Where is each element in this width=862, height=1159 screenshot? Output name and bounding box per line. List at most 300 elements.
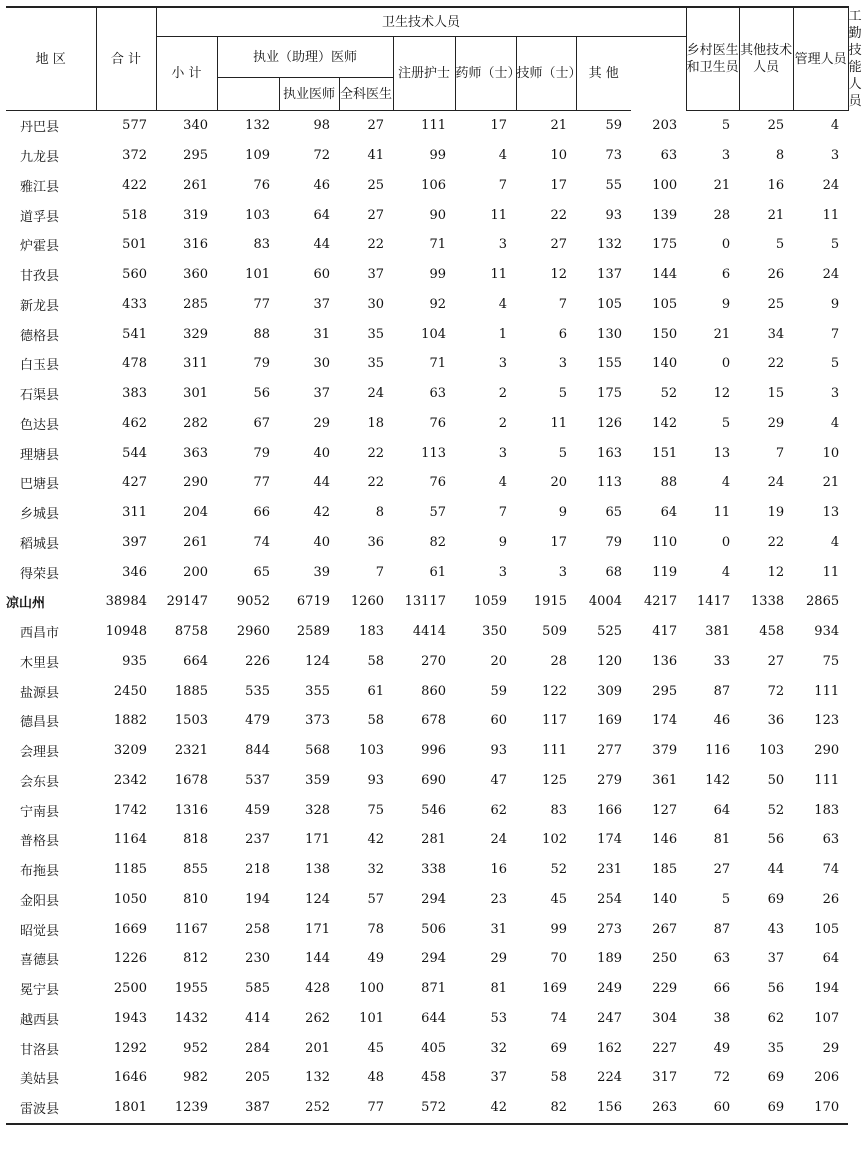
value-cell: 237 <box>245 832 270 848</box>
value-cell: 20 <box>550 475 567 491</box>
value-cell: 99 <box>429 148 446 164</box>
value-cell: 509 <box>542 624 567 640</box>
table-row <box>6 200 848 230</box>
table-row <box>6 1033 848 1063</box>
value-cell: 130 <box>597 326 622 342</box>
table-row <box>6 647 848 677</box>
header-village-doctors: 乡村医生和卫生员 <box>686 7 739 111</box>
value-cell: 24 <box>767 475 785 491</box>
value-cell: 65 <box>605 505 622 521</box>
value-cell: 263 <box>631 1093 686 1124</box>
value-cell: 64 <box>822 951 840 967</box>
value-cell: 132 <box>305 1070 330 1086</box>
value-cell: 59 <box>490 683 507 699</box>
value-cell: 87 <box>713 683 731 699</box>
value-cell: 32 <box>490 1040 507 1056</box>
value-cell: 142 <box>652 415 678 431</box>
value-cell: 11 <box>822 207 840 223</box>
value-cell: 82 <box>429 534 446 550</box>
table-row <box>6 825 848 855</box>
value-cell: 1 <box>498 326 507 342</box>
table-row <box>6 795 848 825</box>
value-cell: 1882 <box>113 713 147 729</box>
value-cell: 290 <box>814 743 840 759</box>
value-cell: 58 <box>550 1070 567 1086</box>
value-cell: 1503 <box>174 713 208 729</box>
value-cell: 6 <box>558 326 567 342</box>
table-row <box>6 319 848 349</box>
value-cell: 99 <box>550 921 567 937</box>
value-cell: 127 <box>652 802 678 818</box>
value-cell: 5 <box>830 356 840 372</box>
value-cell: 422 <box>122 177 147 193</box>
value-cell: 37 <box>490 1070 507 1086</box>
value-cell: 1432 <box>174 1010 208 1026</box>
value-cell: 13 <box>822 505 840 521</box>
value-cell: 1678 <box>174 772 208 788</box>
value-cell: 63 <box>713 951 731 967</box>
region-cell: 金阳县 <box>20 893 60 909</box>
value-cell: 22 <box>367 445 384 461</box>
value-cell: 66 <box>713 981 731 997</box>
value-cell: 250 <box>652 951 678 967</box>
value-cell: 105 <box>652 296 678 312</box>
value-cell: 226 <box>245 653 270 669</box>
value-cell: 518 <box>122 207 147 223</box>
value-cell: 46 <box>713 713 731 729</box>
value-cell: 273 <box>597 921 622 937</box>
value-cell: 8758 <box>174 624 208 640</box>
value-cell: 37 <box>767 951 785 967</box>
value-cell: 381 <box>705 624 731 640</box>
value-cell: 2960 <box>236 624 270 640</box>
table-row <box>6 944 848 974</box>
value-cell: 316 <box>183 237 208 253</box>
value-cell: 16 <box>490 862 507 878</box>
value-cell: 77 <box>253 296 270 312</box>
value-cell: 22 <box>367 237 384 253</box>
value-cell: 24 <box>822 267 840 283</box>
value-cell: 61 <box>429 564 446 580</box>
value-cell: 132 <box>245 118 270 134</box>
value-cell: 28 <box>713 207 731 223</box>
value-cell: 8 <box>775 148 785 164</box>
value-cell: 27 <box>713 862 731 878</box>
table-row <box>6 706 848 736</box>
region-cell: 石渠县 <box>20 388 60 404</box>
value-cell: 12 <box>767 564 785 580</box>
value-cell: 72 <box>313 148 330 164</box>
value-cell: 56 <box>767 981 785 997</box>
value-cell: 162 <box>597 1040 622 1056</box>
value-cell: 1185 <box>113 862 147 878</box>
table-row <box>6 617 848 647</box>
region-cell: 甘孜县 <box>20 269 60 285</box>
value-cell: 146 <box>652 832 678 848</box>
value-cell: 3 <box>498 445 507 461</box>
value-cell: 1417 <box>697 594 731 610</box>
value-cell: 40 <box>313 445 330 461</box>
value-cell: 4 <box>830 118 840 134</box>
table-row <box>6 379 848 409</box>
value-cell: 3 <box>498 356 507 372</box>
value-cell: 201 <box>305 1040 330 1056</box>
value-cell: 174 <box>652 713 678 729</box>
table-row <box>6 914 848 944</box>
table-row <box>6 468 848 498</box>
prefecture-row <box>6 587 848 617</box>
value-cell: 31 <box>313 326 330 342</box>
value-cell: 537 <box>245 772 270 788</box>
value-cell: 690 <box>421 772 446 788</box>
value-cell: 5 <box>558 445 567 461</box>
value-cell: 99 <box>429 267 446 283</box>
value-cell: 77 <box>253 475 270 491</box>
value-cell: 427 <box>122 475 147 491</box>
value-cell: 75 <box>367 802 384 818</box>
value-cell: 577 <box>122 118 147 134</box>
header-nurse: 注册护士 <box>393 37 455 111</box>
header-subtotal: 小 计 <box>156 37 217 111</box>
value-cell: 125 <box>542 772 567 788</box>
value-cell: 74 <box>822 862 840 878</box>
value-cell: 258 <box>245 921 270 937</box>
value-cell: 9052 <box>236 594 270 610</box>
value-cell: 171 <box>305 832 330 848</box>
value-cell: 72 <box>713 1070 731 1086</box>
value-cell: 189 <box>597 951 622 967</box>
value-cell: 64 <box>660 505 678 521</box>
value-cell: 77 <box>339 1093 393 1124</box>
region-cell: 巴塘县 <box>20 477 60 493</box>
value-cell: 55 <box>605 177 622 193</box>
value-cell: 98 <box>313 118 330 134</box>
value-cell: 58 <box>367 653 384 669</box>
value-cell: 9 <box>830 296 840 312</box>
value-cell: 71 <box>429 356 446 372</box>
value-cell: 1164 <box>113 832 147 848</box>
value-cell: 478 <box>122 356 147 372</box>
value-cell: 996 <box>421 743 446 759</box>
region-cell: 得荣县 <box>20 566 60 582</box>
region-cell: 盐源县 <box>20 685 60 701</box>
value-cell: 44 <box>313 475 330 491</box>
value-cell: 4 <box>498 148 507 164</box>
value-cell: 69 <box>739 1093 793 1124</box>
value-cell: 72 <box>767 683 785 699</box>
region-cell: 九龙县 <box>20 150 60 166</box>
value-cell: 11 <box>490 267 507 283</box>
value-cell: 79 <box>605 534 622 550</box>
value-cell: 21 <box>550 118 567 134</box>
value-cell: 124 <box>305 653 330 669</box>
value-cell: 1239 <box>156 1093 217 1124</box>
value-cell: 124 <box>305 891 330 907</box>
value-cell: 301 <box>183 386 208 402</box>
value-cell: 101 <box>359 1010 384 1026</box>
value-cell: 1955 <box>174 981 208 997</box>
value-cell: 32 <box>367 862 384 878</box>
value-cell: 1338 <box>751 594 785 610</box>
value-cell: 83 <box>253 237 270 253</box>
value-cell: 4 <box>830 415 840 431</box>
value-cell: 1915 <box>533 594 567 610</box>
table-row <box>6 171 848 201</box>
value-cell: 346 <box>122 564 147 580</box>
value-cell: 414 <box>245 1010 270 1026</box>
value-cell: 175 <box>652 237 678 253</box>
value-cell: 140 <box>652 891 678 907</box>
value-cell: 103 <box>245 207 270 223</box>
value-cell: 36 <box>367 534 384 550</box>
value-cell: 169 <box>542 981 567 997</box>
table-row <box>6 1093 848 1124</box>
value-cell: 140 <box>652 356 678 372</box>
value-cell: 110 <box>652 534 678 550</box>
value-cell: 23 <box>490 891 507 907</box>
value-cell: 170 <box>793 1093 848 1124</box>
value-cell: 433 <box>122 296 147 312</box>
region-cell: 甘洛县 <box>20 1042 60 1058</box>
value-cell: 261 <box>183 534 208 550</box>
value-cell: 284 <box>245 1040 270 1056</box>
value-cell: 174 <box>597 832 622 848</box>
value-cell: 76 <box>429 475 446 491</box>
value-cell: 9 <box>558 505 567 521</box>
value-cell: 1669 <box>113 921 147 937</box>
value-cell: 360 <box>183 267 208 283</box>
value-cell: 3 <box>498 237 507 253</box>
value-cell: 5 <box>830 237 840 253</box>
value-cell: 304 <box>652 1010 678 1026</box>
value-cell: 328 <box>305 802 330 818</box>
region-cell: 丹巴县 <box>20 120 60 136</box>
value-cell: 88 <box>660 475 678 491</box>
value-cell: 70 <box>550 951 567 967</box>
value-cell: 363 <box>183 445 208 461</box>
value-cell: 871 <box>421 981 446 997</box>
value-cell: 71 <box>429 237 446 253</box>
value-cell: 664 <box>183 653 208 669</box>
value-cell: 69 <box>550 1040 567 1056</box>
value-cell: 12 <box>713 386 731 402</box>
region-cell: 凉山州 <box>6 596 46 612</box>
value-cell: 111 <box>542 743 567 759</box>
value-cell: 126 <box>597 415 622 431</box>
value-cell: 21 <box>822 475 840 491</box>
value-cell: 535 <box>245 683 270 699</box>
value-cell: 1316 <box>174 802 208 818</box>
value-cell: 151 <box>652 445 678 461</box>
value-cell: 319 <box>183 207 208 223</box>
value-cell: 231 <box>597 862 622 878</box>
value-cell: 9 <box>721 296 731 312</box>
value-cell: 11 <box>490 207 507 223</box>
value-cell: 952 <box>183 1040 208 1056</box>
value-cell: 42 <box>367 832 384 848</box>
value-cell: 855 <box>183 862 208 878</box>
value-cell: 4217 <box>644 594 678 610</box>
value-cell: 224 <box>597 1070 622 1086</box>
value-cell: 37 <box>313 296 330 312</box>
region-cell: 理塘县 <box>20 447 60 463</box>
region-cell: 乡城县 <box>20 507 60 523</box>
value-cell: 0 <box>721 237 731 253</box>
value-cell: 29 <box>822 1040 840 1056</box>
header-management: 管理人员 <box>793 7 848 111</box>
value-cell: 4004 <box>588 594 622 610</box>
value-cell: 29 <box>767 415 785 431</box>
value-cell: 30 <box>313 356 330 372</box>
value-cell: 53 <box>490 1010 507 1026</box>
value-cell: 678 <box>421 713 446 729</box>
value-cell: 7 <box>498 177 507 193</box>
value-cell: 5 <box>558 386 567 402</box>
value-cell: 860 <box>421 683 446 699</box>
value-cell: 3 <box>558 564 567 580</box>
value-cell: 21 <box>713 326 731 342</box>
value-cell: 111 <box>814 772 840 788</box>
value-cell: 262 <box>305 1010 330 1026</box>
value-cell: 29 <box>490 951 507 967</box>
value-cell: 200 <box>183 564 208 580</box>
value-cell: 103 <box>359 743 384 759</box>
value-cell: 13117 <box>404 594 446 610</box>
value-cell: 7 <box>775 445 785 461</box>
value-cell: 116 <box>705 743 731 759</box>
value-cell: 2500 <box>113 981 147 997</box>
value-cell: 3209 <box>113 743 147 759</box>
region-cell: 雅江县 <box>20 179 60 195</box>
value-cell: 10 <box>822 445 840 461</box>
value-cell: 6 <box>721 267 731 283</box>
value-cell: 1050 <box>113 891 147 907</box>
table-row <box>6 349 848 379</box>
value-cell: 105 <box>814 921 840 937</box>
value-cell: 100 <box>652 177 678 193</box>
table-row <box>6 1063 848 1093</box>
value-cell: 39 <box>313 564 330 580</box>
value-cell: 73 <box>605 148 622 164</box>
value-cell: 22 <box>550 207 567 223</box>
value-cell: 546 <box>421 802 446 818</box>
value-cell: 2589 <box>296 624 330 640</box>
value-cell: 227 <box>652 1040 678 1056</box>
value-cell: 459 <box>245 802 270 818</box>
value-cell: 27 <box>767 653 785 669</box>
value-cell: 1742 <box>113 802 147 818</box>
value-cell: 57 <box>429 505 446 521</box>
value-cell: 35 <box>767 1040 785 1056</box>
value-cell: 27 <box>367 118 384 134</box>
value-cell: 10948 <box>105 624 147 640</box>
staff-table <box>6 6 862 1125</box>
value-cell: 17 <box>550 534 567 550</box>
value-cell: 3 <box>498 564 507 580</box>
value-cell: 309 <box>597 683 622 699</box>
value-cell: 63 <box>822 832 840 848</box>
value-cell: 1167 <box>174 921 208 937</box>
value-cell: 19 <box>767 505 785 521</box>
value-cell: 218 <box>245 862 270 878</box>
value-cell: 117 <box>542 713 567 729</box>
value-cell: 281 <box>421 832 446 848</box>
value-cell: 16 <box>767 177 785 193</box>
value-cell: 43 <box>767 921 785 937</box>
value-cell: 88 <box>253 326 270 342</box>
value-cell: 69 <box>767 891 785 907</box>
value-cell: 544 <box>122 445 147 461</box>
value-cell: 93 <box>490 743 507 759</box>
value-cell: 0 <box>721 356 731 372</box>
header-technician: 技师（士） <box>516 37 576 111</box>
value-cell: 67 <box>253 415 270 431</box>
value-cell: 111 <box>421 118 446 134</box>
value-cell: 57 <box>367 891 384 907</box>
value-cell: 79 <box>253 356 270 372</box>
value-cell: 58 <box>367 713 384 729</box>
value-cell: 38984 <box>105 594 147 610</box>
value-cell: 818 <box>183 832 208 848</box>
table-row <box>6 409 848 439</box>
value-cell: 48 <box>367 1070 384 1086</box>
value-cell: 65 <box>253 564 270 580</box>
value-cell: 21 <box>767 207 785 223</box>
value-cell: 1260 <box>350 594 384 610</box>
value-cell: 33 <box>713 653 731 669</box>
region-cell: 德格县 <box>20 328 60 344</box>
table-row <box>6 290 848 320</box>
table-row <box>6 438 848 468</box>
value-cell: 982 <box>183 1070 208 1086</box>
value-cell: 75 <box>822 653 840 669</box>
value-cell: 123 <box>814 713 840 729</box>
value-cell: 18 <box>367 415 384 431</box>
value-cell: 119 <box>652 564 678 580</box>
value-cell: 644 <box>421 1010 446 1026</box>
value-cell: 311 <box>122 505 147 521</box>
value-cell: 2865 <box>806 594 840 610</box>
value-cell: 5 <box>721 415 731 431</box>
value-cell: 2342 <box>113 772 147 788</box>
value-cell: 26 <box>822 891 840 907</box>
value-cell: 122 <box>542 683 567 699</box>
value-cell: 8 <box>375 505 384 521</box>
header-health-tech-group: 卫生技术人员 <box>156 7 686 37</box>
value-cell: 166 <box>597 802 622 818</box>
value-cell: 22 <box>767 356 785 372</box>
value-cell: 1226 <box>113 951 147 967</box>
value-cell: 229 <box>652 981 678 997</box>
value-cell: 560 <box>122 267 147 283</box>
value-cell: 572 <box>393 1093 455 1124</box>
value-cell: 4 <box>721 564 731 580</box>
region-cell: 白玉县 <box>20 358 60 374</box>
value-cell: 5 <box>721 891 731 907</box>
value-cell: 462 <box>122 415 147 431</box>
value-cell: 144 <box>305 951 330 967</box>
value-cell: 479 <box>245 713 270 729</box>
table-row <box>6 230 848 260</box>
table-header: 地 区 合 计 卫生技术人员 乡村医生和卫生员 其他技术人员 管理人员 工勤技能人员 小 计 执业（助理）医师 注册护士 药师（士） 技师（士） 其 他 执业医师 全科医生 <box>6 7 848 111</box>
value-cell: 113 <box>597 475 622 491</box>
value-cell: 169 <box>597 713 622 729</box>
value-cell: 104 <box>421 326 446 342</box>
value-cell: 204 <box>183 505 208 521</box>
table-row <box>6 498 848 528</box>
value-cell: 22 <box>767 534 785 550</box>
value-cell: 15 <box>767 386 785 402</box>
